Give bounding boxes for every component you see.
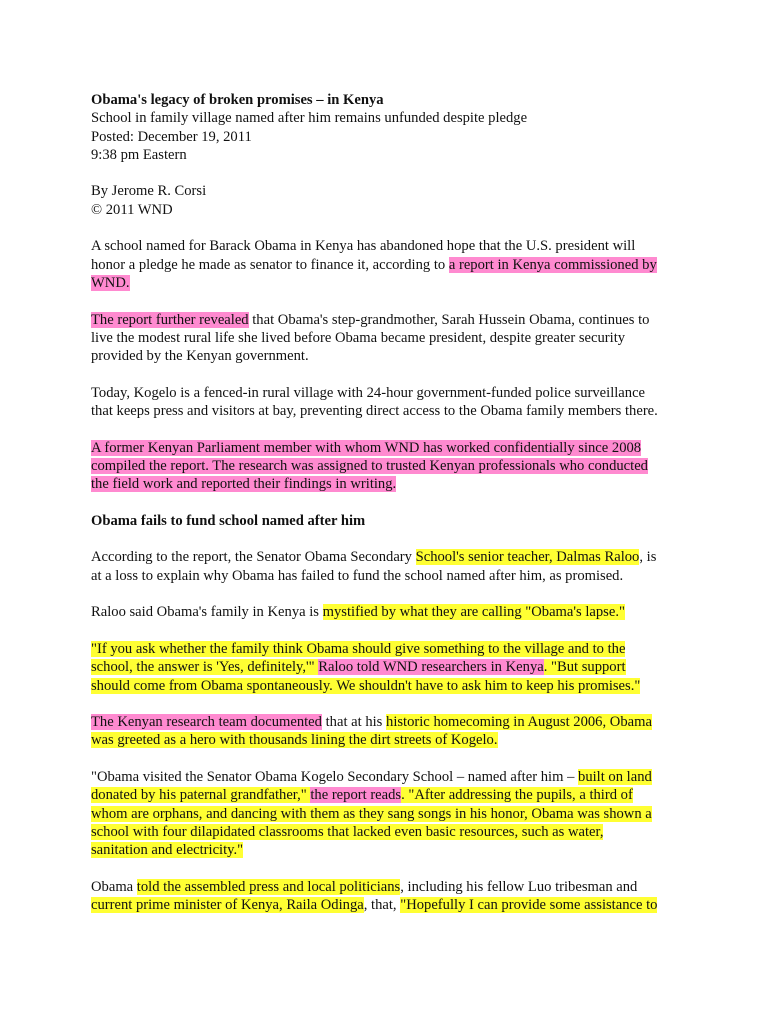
highlight-yellow: donated by his paternal grandfather," bbox=[91, 787, 311, 804]
byline bbox=[91, 182, 691, 219]
paragraph bbox=[91, 713, 691, 750]
text-line bbox=[91, 567, 691, 585]
text-segment: A school named for Barack Obama in Kenya has abandoned hope that the U.S. president will bbox=[91, 238, 636, 255]
highlight-yellow: mystified by what they are calling "Obama's lapse." bbox=[322, 604, 625, 621]
text-line bbox=[91, 384, 691, 402]
text-line bbox=[91, 713, 691, 731]
text-line bbox=[91, 823, 691, 841]
paragraph bbox=[91, 548, 691, 585]
highlight-yellow: . "After addressing the pupils, a third of bbox=[401, 787, 633, 804]
text-line bbox=[91, 512, 691, 530]
highlight-pink: The report further revealed bbox=[91, 311, 249, 328]
posted-time: 9:38 pm Eastern bbox=[91, 146, 187, 163]
article-title: Obama's legacy of broken promises – in Kenya bbox=[91, 92, 384, 108]
highlight-yellow: current prime minister of Kenya, Raila Odinga bbox=[91, 897, 364, 914]
text-line bbox=[91, 256, 691, 274]
paragraph bbox=[91, 640, 691, 695]
highlight-pink: a report in Kenya commissioned by bbox=[448, 256, 657, 273]
highlight-yellow: whom are orphans, and dancing with them as they sang songs in his honor, Obama was shown a bbox=[91, 805, 652, 822]
text-segment: live the modest rural life she lived before Obama became president, despite greater security bbox=[91, 329, 626, 346]
text-line bbox=[91, 457, 691, 475]
text-line bbox=[91, 311, 691, 329]
highlight-yellow: built on land bbox=[578, 768, 652, 785]
highlight-yellow: school, the answer is 'Yes, definitely,'" bbox=[91, 659, 319, 676]
paragraph bbox=[91, 384, 691, 421]
highlight-pink: compiled the report. The research was assigned to trusted Kenyan professionals who conducted bbox=[91, 457, 648, 474]
article-subtitle: School in family village named after him remains unfunded despite pledge bbox=[91, 110, 528, 127]
highlight-yellow: historic homecoming in August 2006, Obama bbox=[386, 714, 652, 731]
text-segment: , that, bbox=[363, 897, 401, 914]
text-segment: , is bbox=[639, 549, 657, 566]
paragraph bbox=[91, 439, 691, 494]
highlight-yellow: school with four dilapidated classrooms that lacked even basic resources, such as water, bbox=[91, 823, 604, 840]
text-segment: , including his fellow Luo tribesman and bbox=[400, 878, 638, 895]
text-segment: "Obama visited the Senator Obama Kogelo Secondary School – named after him – bbox=[91, 768, 579, 785]
text-line bbox=[91, 731, 691, 749]
text-line bbox=[91, 329, 691, 347]
highlight-pink: A former Kenyan Parliament member with whom WND has worked confidentially since 2008 bbox=[91, 439, 642, 456]
highlight-yellow: told the assembled press and local politicians bbox=[136, 878, 401, 895]
text-segment: According to the report, the Senator Obama Secondary bbox=[91, 549, 416, 566]
highlight-pink: The Kenyan research team documented bbox=[91, 714, 322, 731]
text-line bbox=[91, 841, 691, 859]
text-segment: that at his bbox=[321, 714, 387, 731]
text-line bbox=[91, 603, 691, 621]
text-segment: at a loss to explain why Obama has failed to fund the school named after him, as promised. bbox=[91, 567, 624, 584]
highlight-pink: WND. bbox=[91, 274, 130, 291]
section-heading bbox=[91, 512, 691, 530]
article-header bbox=[91, 91, 691, 164]
text-line bbox=[91, 274, 691, 292]
text-line bbox=[91, 640, 691, 658]
text-segment: Raloo said Obama's family in Kenya is bbox=[91, 604, 323, 621]
text-line bbox=[91, 237, 691, 255]
text-segment: that Obama's step-grandmother, Sarah Hussein Obama, continues to bbox=[248, 311, 650, 328]
text-line bbox=[91, 548, 691, 566]
highlight-yellow: "If you ask whether the family think Obama should give something to the village and to the bbox=[91, 640, 626, 657]
text-line bbox=[91, 658, 691, 676]
paragraph bbox=[91, 768, 691, 859]
text-line bbox=[91, 677, 691, 695]
highlight-pink: the report reads bbox=[310, 787, 402, 804]
paragraph bbox=[91, 237, 691, 292]
paragraph bbox=[91, 311, 691, 366]
highlight-yellow: . "But support bbox=[543, 659, 626, 676]
highlight-pink: Raloo told WND researchers in Kenya bbox=[318, 659, 544, 676]
document-page bbox=[91, 91, 691, 914]
highlight-pink: the field work and reported their findings in writing. bbox=[91, 476, 397, 493]
paragraph bbox=[91, 603, 691, 621]
text-segment: Today, Kogelo is a fenced-in rural village with 24-hour government-funded police surveillance bbox=[91, 384, 646, 401]
highlight-yellow: sanitation and electricity." bbox=[91, 842, 244, 859]
posted-date: Posted: December 19, 2011 bbox=[91, 128, 252, 145]
text-line bbox=[91, 347, 691, 365]
highlight-yellow: should come from Obama spontaneously. We shouldn't have to ask him to keep his promises." bbox=[91, 677, 641, 694]
text-line bbox=[91, 475, 691, 493]
text-segment: that keeps press and visitors at bay, preventing direct access to the Obama family members there. bbox=[91, 403, 658, 420]
text-line bbox=[91, 878, 691, 896]
author: By Jerome R. Corsi bbox=[91, 183, 207, 200]
article-body bbox=[91, 237, 691, 914]
text-line bbox=[91, 439, 691, 457]
text-line bbox=[91, 768, 691, 786]
highlight-yellow: School's senior teacher, Dalmas Raloo bbox=[415, 549, 640, 566]
text-line bbox=[91, 896, 691, 914]
paragraph bbox=[91, 878, 691, 915]
highlight-yellow: "Hopefully I can provide some assistance to bbox=[400, 897, 658, 914]
text-segment: honor a pledge he made as senator to finance it, according to bbox=[91, 256, 449, 273]
copyright: © 2011 WND bbox=[91, 201, 173, 218]
text-line bbox=[91, 786, 691, 804]
text-line bbox=[91, 805, 691, 823]
text-segment: Obama fails to fund school named after him bbox=[91, 512, 366, 529]
text-line bbox=[91, 402, 691, 420]
text-segment: Obama bbox=[91, 878, 137, 895]
highlight-yellow: was greeted as a hero with thousands lining the dirt streets of Kogelo. bbox=[91, 732, 498, 749]
text-segment: provided by the Kenyan government. bbox=[91, 348, 309, 365]
